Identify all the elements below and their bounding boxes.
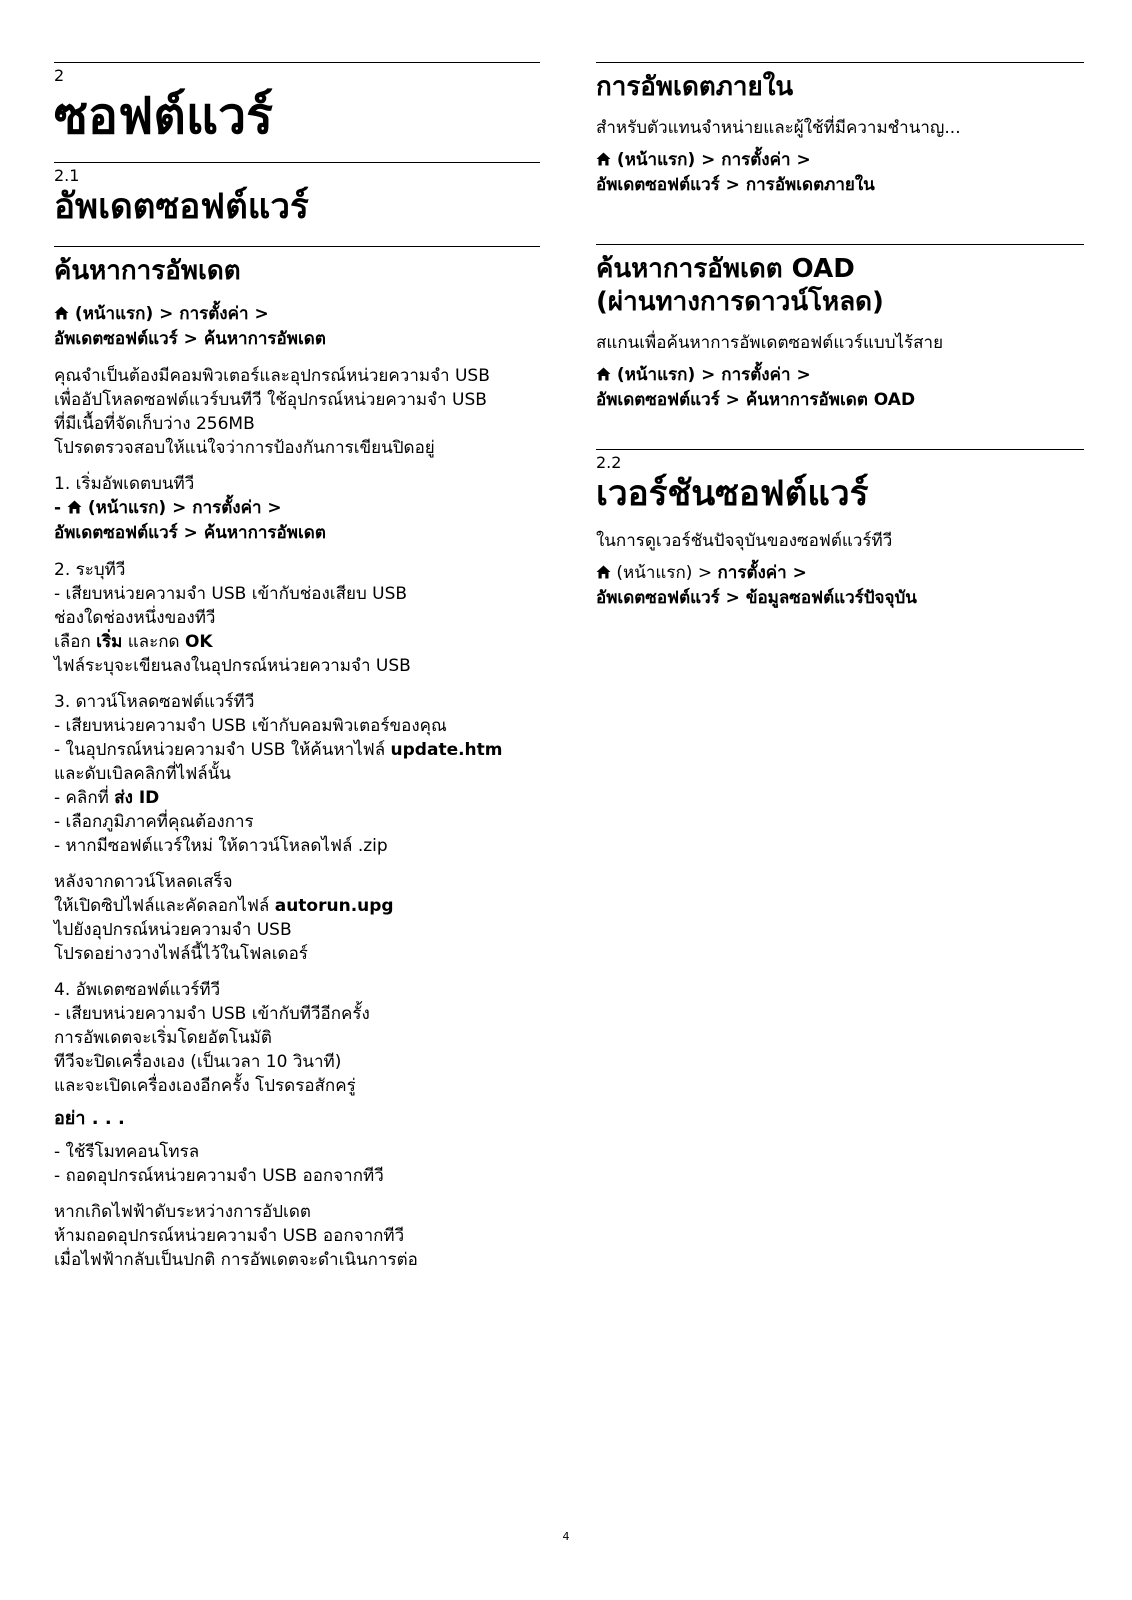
- step4-line: ทีวีจะปิดเครื่องเอง (เป็นเวลา 10 วินาที): [54, 1052, 342, 1072]
- after-line: หลังจากดาวน์โหลดเสร็จ: [54, 872, 233, 892]
- step1-nav-line2: อัพเดตซอฟต์แวร์ > ค้นหาการอัพเดต: [54, 523, 326, 543]
- dont-line: - ถอดอุปกรณ์หน่วยความจำ USB ออกจากทีวี: [54, 1166, 384, 1186]
- nav-path: [54, 302, 540, 352]
- step2-line: ช่องใดช่องหนึ่งของทีวี: [54, 608, 216, 628]
- dont-title: อย่า . . .: [54, 1108, 125, 1129]
- chapter-title: ซอฟต์แวร์: [54, 87, 273, 145]
- after-copy-text: ให้เปิดซิปไฟล์และคัดลอกไฟล์: [54, 896, 275, 916]
- step2-line: - เสียบหน่วยความจำ USB เข้ากับช่องเสียบ USB: [54, 584, 408, 604]
- step3-line: - เสียบหน่วยความจำ USB เข้ากับคอมพิวเตอร์ของคุณ: [54, 716, 447, 736]
- local-nav: [596, 148, 1084, 198]
- sec22-nav: [596, 561, 1084, 611]
- oad-desc: สแกนเพื่อค้นหาการอัพเดตซอฟต์แวร์แบบไร้สาย: [596, 333, 944, 353]
- power-line: ห้ามถอดอุปกรณ์หน่วยความจำ USB ออกจากทีวี: [54, 1226, 405, 1246]
- local-nav-line1: (หน้าแรก) > การตั้งค่า >: [616, 150, 811, 170]
- subsection-title: ค้นหาการอัพเดต: [54, 256, 241, 286]
- oad-nav-line2: อัพเดตซอฟต์แวร์ > ค้นหาการอัพเดต OAD: [596, 390, 916, 410]
- step4-title: 4. อัพเดตซอฟต์แวร์ทีวี: [54, 980, 221, 1000]
- oad-rule: [596, 244, 1084, 245]
- step3-line: - เลือกภูมิภาคที่คุณต้องการ: [54, 812, 254, 832]
- after-line: ไปยังอุปกรณ์หน่วยความจำ USB: [54, 920, 292, 940]
- after-line: โปรดอย่างวางไฟล์นี้ไว้ในโฟลเดอร์: [54, 944, 308, 964]
- step2-line: ไฟล์ระบุจะเขียนลงในอุปกรณ์หน่วยความจำ USB: [54, 656, 411, 676]
- after-line: [54, 894, 540, 918]
- step3-line: [54, 786, 540, 810]
- home-icon: [596, 367, 611, 381]
- local-nav-line2: อัพเดตซอฟต์แวร์ > การอัพเดตภายใน: [596, 175, 875, 195]
- home-icon: [596, 152, 611, 166]
- step2-title: 2. ระบุทีวี: [54, 560, 126, 580]
- local-title: การอัพเดตภายใน: [596, 72, 794, 102]
- step4-line: และจะเปิดเครื่องเองอีกครั้ง โปรดรอสักครู่: [54, 1076, 356, 1096]
- left-column: [54, 0, 540, 1272]
- page-number: 4: [562, 1530, 570, 1543]
- send-id-label: ส่ง ID: [114, 788, 160, 808]
- intro-line: โปรดตรวจสอบให้แน่ใจว่าการป้องกันการเขียนปิดอยู่: [54, 438, 435, 458]
- right-column: [596, 0, 1084, 611]
- oad-title-line1: ค้นหาการอัพเดต OAD: [596, 254, 855, 284]
- sec22-title: เวอร์ชันซอฟต์แวร์: [596, 474, 869, 514]
- step3-find-text: - ในอุปกรณ์หน่วยความจำ USB ให้ค้นหาไฟล์: [54, 740, 391, 760]
- nav-line1: (หน้าแรก) > การตั้งค่า >: [74, 304, 269, 324]
- step3-line: - หากมีซอฟต์แวร์ใหม่ ให้ดาวน์โหลดไฟล์ .zip: [54, 836, 388, 856]
- home-icon: [596, 565, 611, 579]
- intro-line: เพื่ออัปโหลดซอฟต์แวร์บนทีวี ใช้อุปกรณ์หน่วยความจำ USB: [54, 390, 487, 410]
- sec22-nav-line2: อัพเดตซอฟต์แวร์ > ข้อมูลซอฟต์แวร์ปัจจุบัน: [596, 588, 917, 608]
- step1-nav-prefix: -: [54, 498, 67, 518]
- step4-line: การอัพเดตจะเริ่มโดยอัตโนมัติ: [54, 1028, 272, 1048]
- sec22-desc: ในการดูเวอร์ชันปัจจุบันของซอฟต์แวร์ทีวี: [596, 531, 893, 551]
- step3-title: 3. ดาวน์โหลดซอฟต์แวร์ทีวี: [54, 692, 255, 712]
- step2-line: [54, 630, 540, 654]
- step4-line: - เสียบหน่วยความจำ USB เข้ากับทีวีอีกครั้ง: [54, 1004, 370, 1024]
- chapter-number: 2: [54, 66, 65, 85]
- step3-click-text: - คลิกที่: [54, 788, 115, 808]
- sec22-nav-settings: การตั้งค่า >: [717, 563, 807, 583]
- step2-select-text: เลือก: [54, 632, 97, 652]
- subsection-rule: [54, 246, 540, 247]
- section-title: อัพเดตซอฟต์แวร์: [54, 187, 309, 227]
- step2-start-label: เริ่ม: [96, 632, 123, 652]
- home-icon: [54, 306, 69, 320]
- dont-line: - ใช้รีโมทคอนโทรล: [54, 1142, 200, 1162]
- chapter-rule: [54, 62, 540, 63]
- power-line: หากเกิดไฟฟ้าดับระหว่างการอัปเดต: [54, 1202, 311, 1222]
- update-htm-filename: update.htm: [390, 740, 503, 760]
- sec22-nav-home: (หน้าแรก) >: [616, 563, 718, 583]
- home-icon: [67, 500, 82, 514]
- sec22-number: 2.2: [596, 453, 622, 472]
- step3-line: และดับเบิลคลิกที่ไฟล์นั้น: [54, 764, 231, 784]
- step3-line: [54, 738, 540, 762]
- power-line: เมื่อไฟฟ้ากลับเป็นปกติ การอัพเดตจะดำเนินการต่อ: [54, 1250, 418, 1270]
- oad-nav-line1: (หน้าแรก) > การตั้งค่า >: [616, 365, 811, 385]
- step2-ok-label: OK: [184, 632, 213, 652]
- intro-line: ที่มีเนื้อที่จัดเก็บว่าง 256MB: [54, 414, 255, 434]
- oad-nav: [596, 363, 1084, 413]
- sec22-rule: [596, 449, 1084, 450]
- autorun-filename: autorun.upg: [274, 896, 394, 916]
- step1-nav-line1: (หน้าแรก) > การตั้งค่า >: [87, 498, 282, 518]
- local-desc: สำหรับตัวแทนจำหน่ายและผู้ใช้ที่มีความชำนาญ...: [596, 118, 961, 138]
- step2-press-text: และกด: [122, 632, 185, 652]
- local-rule: [596, 62, 1084, 63]
- step1-title: 1. เริ่มอัพเดตบนทีวี: [54, 474, 195, 494]
- oad-title-line2: (ผ่านทางการดาวน์โหลด): [596, 287, 884, 317]
- nav-line2: อัพเดตซอฟต์แวร์ > ค้นหาการอัพเดต: [54, 329, 326, 349]
- step1-nav: [54, 496, 540, 546]
- intro-line: คุณจำเป็นต้องมีคอมพิวเตอร์และอุปกรณ์หน่วยความจำ USB: [54, 366, 490, 386]
- section-rule: [54, 162, 540, 163]
- section-number: 2.1: [54, 166, 80, 185]
